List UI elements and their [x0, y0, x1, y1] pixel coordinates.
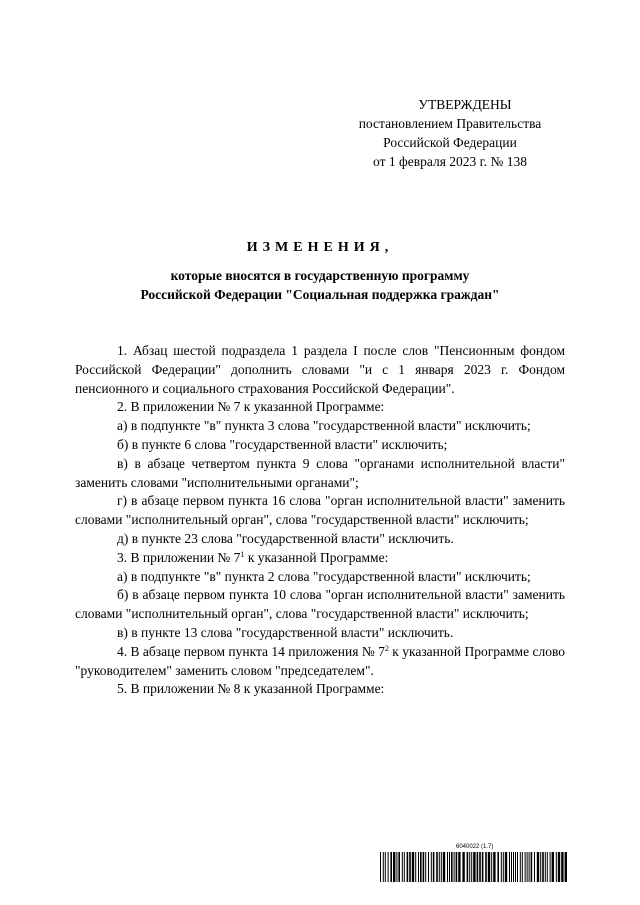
approval-line-2: Российской Федерации: [383, 135, 517, 150]
subtitle-line-2: Российской Федерации "Социальная поддержка граждан": [140, 287, 500, 302]
paragraph-2g: г) в абзаце первом пункта 16 слова "орган исполнительной власти" заменить словами "исполнительный орган", слова "государственной власти" исключить;: [75, 493, 565, 528]
approval-line-3: от 1 февраля 2023 г. № 138: [373, 154, 527, 169]
paragraph-1: 1. Абзац шестой подраздела 1 раздела I после слов "Пенсионным фондом Российской Федерации" дополнить словами "и с 1 января 2023 г. Фондом пенсионного и социального страхования Российской Федерации".: [75, 343, 565, 396]
superscript: 2: [384, 643, 389, 653]
paragraph-3: 3. В приложении № $7^1$ к указанной Программе:: [117, 549, 389, 565]
paragraph-3v: в) в пункте 13 слова "государственной власти" исключить.: [117, 624, 454, 640]
paragraph-2b: б) в пункте 6 слова "государственной власти" исключить;: [117, 436, 448, 452]
paragraph-5: 5. В приложении № 8 к указанной Программе:: [117, 681, 385, 697]
document-body: [75, 342, 565, 699]
document-title: ИЗМЕНЕНИЯ,: [246, 240, 394, 255]
approval-heading: УТВЕРЖДЕНЫ: [418, 97, 512, 112]
paragraph-2d: д) в пункте 23 слова "государственной власти" исключить.: [117, 530, 454, 546]
paragraph-2v: в) в абзаце четвертом пункта 9 слова "органами исполнительной власти" заменить словами "исполнительными органами";: [75, 455, 565, 490]
paragraph-4: 4. В абзаце первом пункта 14 приложения № $7^2$ к указанной Программе слово "руководителем" заменить словом "председателем".: [75, 643, 565, 678]
subtitle-line-1: которые вносятся в государственную программу: [170, 268, 470, 283]
document-subtitle: [0, 266, 640, 304]
document-barcode: [380, 844, 570, 884]
paragraph-3a: а) в подпункте "в" пункта 2 слова "государственной власти" исключить;: [117, 568, 531, 584]
paragraph-2: 2. В приложении № 7 к указанной Программе:: [117, 399, 385, 415]
superscript: 1: [240, 549, 245, 559]
paragraph-3b: б) в абзаце первом пункта 10 слова "орган исполнительной власти" заменить словами "исполнительный орган", слова "государственной власти" исключить;: [75, 587, 565, 622]
approval-line-1: постановлением Правительства: [358, 116, 542, 131]
approval-stamp: [330, 95, 570, 171]
barcode-code: 6040022 (1.7): [456, 844, 494, 850]
paragraph-2a: а) в подпункте "в" пункта 3 слова "государственной власти" исключить;: [117, 418, 531, 434]
barcode-icon: [380, 852, 570, 882]
